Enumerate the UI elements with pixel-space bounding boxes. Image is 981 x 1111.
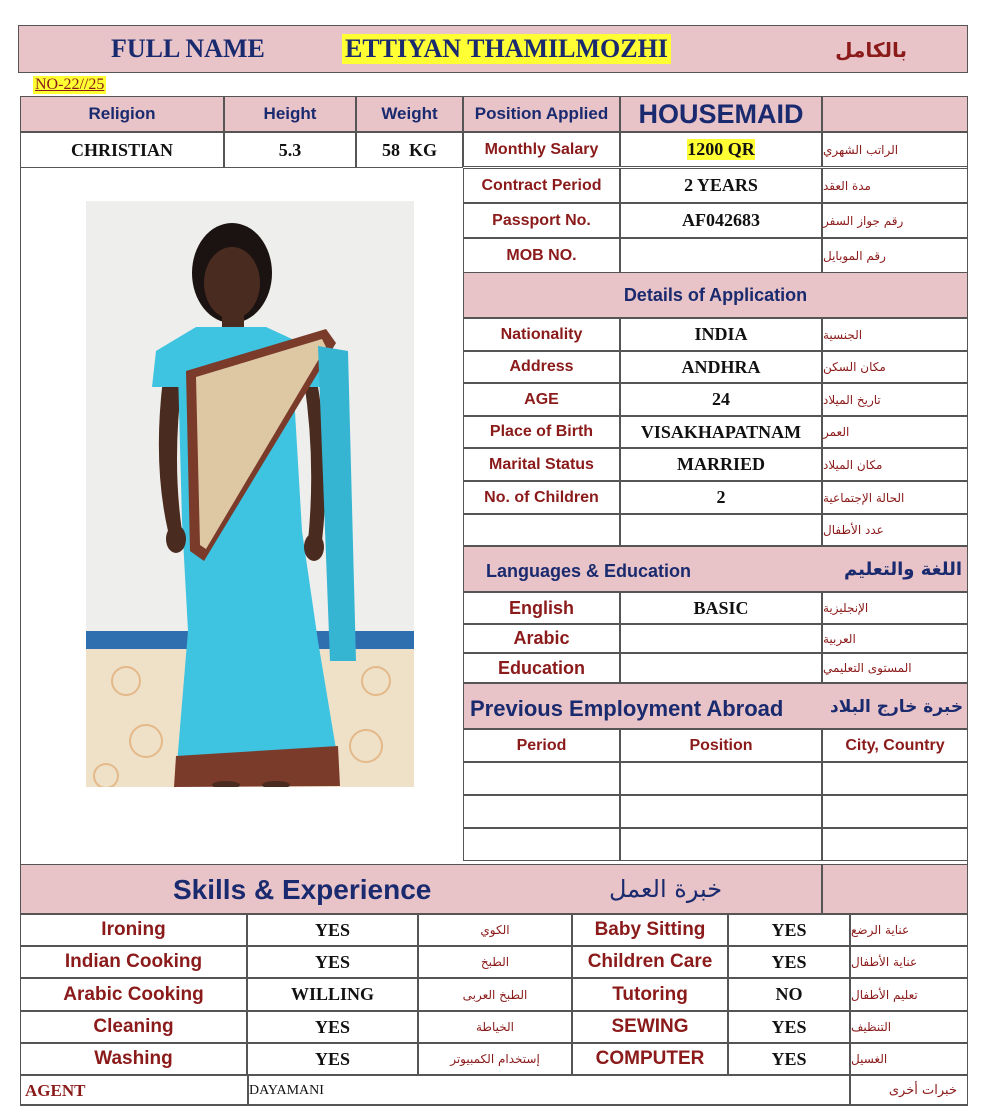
language-label: Education: [463, 653, 620, 683]
detail-arabic: تاريخ الميلاد: [822, 383, 968, 416]
skill-label: Children Care: [572, 946, 728, 978]
language-arabic: المستوى التعليمي: [822, 653, 968, 683]
skill-arabic: الخياطة: [418, 1011, 572, 1043]
detail-arabic: عدد الأطفال: [822, 514, 968, 546]
job-info-value: AF042683: [682, 210, 760, 230]
detail-label: Marital Status: [463, 448, 620, 481]
height-label: Height: [224, 96, 356, 132]
skill-arabic: عناية الرضع: [850, 914, 968, 946]
full-name-header: [18, 25, 968, 73]
skill-arabic: عناية الأطفال: [850, 946, 968, 978]
skills-experience-header: [20, 864, 822, 914]
skill-arabic: الكوي: [418, 914, 572, 946]
employment-header-city-country: City, Country: [822, 729, 968, 762]
skill-label: Ironing: [20, 914, 247, 946]
skill-value: YES: [247, 914, 418, 946]
detail-value: VISAKHAPATNAM: [620, 416, 822, 448]
job-info-label: MOB NO.: [463, 238, 620, 273]
job-info-label: Contract Period: [463, 168, 620, 203]
language-arabic: الإنجليزية: [822, 592, 968, 624]
reference-number: NO-22//25: [35, 76, 105, 93]
employment-city-cell: [822, 795, 968, 828]
detail-value: INDIA: [620, 318, 822, 351]
detail-arabic: مكان السكن: [822, 351, 968, 383]
skill-value: YES: [247, 946, 418, 978]
job-info-arabic: رقم جواز السفر: [822, 203, 968, 238]
position-applied-value: HOUSEMAID: [620, 96, 822, 132]
employment-position-cell: [620, 762, 822, 795]
skill-value: WILLING: [247, 978, 418, 1011]
skill-arabic: إستخدام الكمبيوتر: [418, 1043, 572, 1075]
job-info-label: Monthly Salary: [463, 132, 620, 167]
agent-label: AGENT: [25, 1081, 86, 1100]
job-info-value: 2 YEARS: [684, 175, 758, 195]
job-info-label: Passport No.: [463, 203, 620, 238]
detail-value: MARRIED: [620, 448, 822, 481]
detail-arabic: الجنسية: [822, 318, 968, 351]
employment-position-cell: [620, 828, 822, 861]
skill-arabic: الطبخ العربى: [418, 978, 572, 1011]
previous-employment-title: Previous Employment Abroad: [470, 696, 784, 721]
monthly-salary-value: 1200 QR: [687, 139, 755, 159]
employment-city-cell: [822, 828, 968, 861]
skill-label: Indian Cooking: [20, 946, 247, 978]
full-name-value: ETTIYAN THAMILMOZHI: [342, 34, 671, 64]
detail-value: ANDHRA: [620, 351, 822, 383]
skill-label: Tutoring: [572, 978, 728, 1011]
agent-arabic: خبرات أخرى: [888, 1083, 957, 1098]
position-arabic-cell: [822, 96, 968, 132]
job-info-value-cell: [620, 168, 822, 203]
previous-employment-header: [463, 683, 968, 729]
skills-experience-title-arabic: خبرة العمل: [609, 875, 723, 903]
language-label: English: [463, 592, 620, 624]
height-value: 5.3: [224, 132, 356, 168]
skill-value: YES: [728, 1011, 850, 1043]
skill-arabic: الطبخ: [418, 946, 572, 978]
job-info-arabic: رقم الموبايل: [822, 238, 968, 273]
skill-arabic: تعليم الأطفال: [850, 978, 968, 1011]
skill-label: Cleaning: [20, 1011, 247, 1043]
language-label: Arabic: [463, 624, 620, 653]
detail-label: AGE: [463, 383, 620, 416]
employment-header-position: Position: [620, 729, 822, 762]
job-info-value-cell: [620, 132, 822, 167]
detail-arabic: الحالة الإجتماعية: [822, 481, 968, 514]
detail-label: Nationality: [463, 318, 620, 351]
skill-value: YES: [728, 946, 850, 978]
job-info-arabic: مدة العقد: [822, 168, 968, 203]
detail-label: Address: [463, 351, 620, 383]
languages-education-header: [463, 546, 968, 592]
language-value: [620, 624, 822, 653]
previous-employment-title-arabic: خبرة خارج البلاد: [830, 697, 964, 717]
job-info-arabic: الراتب الشهري: [822, 132, 968, 167]
detail-arabic: العمر: [822, 416, 968, 448]
skill-label: COMPUTER: [572, 1043, 728, 1075]
religion-label: Religion: [20, 96, 224, 132]
religion-value: CHRISTIAN: [20, 132, 224, 168]
skills-experience-title: Skills & Experience: [173, 874, 432, 905]
full-name-arabic: بالكامل: [835, 38, 907, 62]
skill-label: Arabic Cooking: [20, 978, 247, 1011]
languages-education-title: Languages & Education: [486, 561, 692, 581]
candidate-photo: [86, 201, 414, 787]
employment-city-cell: [822, 762, 968, 795]
skills-header-blank-cell: [822, 864, 968, 914]
employment-period-cell: [463, 828, 620, 861]
detail-arabic: مكان الميلاد: [822, 448, 968, 481]
agent-value-cell: [248, 1075, 850, 1105]
skill-value: NO: [728, 978, 850, 1011]
details-of-application-header: Details of Application: [463, 272, 968, 318]
skill-label: Baby Sitting: [572, 914, 728, 946]
detail-label: [463, 514, 620, 546]
employment-period-cell: [463, 795, 620, 828]
language-value: [620, 653, 822, 683]
detail-label: Place of Birth: [463, 416, 620, 448]
position-applied-label: Position Applied: [463, 96, 620, 132]
agent-value: DAYAMANI: [249, 1083, 324, 1098]
skill-value: YES: [728, 1043, 850, 1075]
skill-label: Washing: [20, 1043, 247, 1075]
skill-value: YES: [728, 914, 850, 946]
agent-label-cell: [20, 1075, 248, 1105]
detail-value: 2: [620, 481, 822, 514]
job-info-value-cell: [620, 238, 822, 273]
language-value: BASIC: [620, 592, 822, 624]
skill-value: YES: [247, 1011, 418, 1043]
detail-value: 24: [620, 383, 822, 416]
job-info-value-cell: [620, 203, 822, 238]
skill-arabic: التنظيف: [850, 1011, 968, 1043]
skill-arabic: الغسيل: [850, 1043, 968, 1075]
detail-label: No. of Children: [463, 481, 620, 514]
agent-arabic-cell: [850, 1075, 968, 1105]
language-arabic: العربية: [822, 624, 968, 653]
detail-value: [620, 514, 822, 546]
languages-education-title-arabic: اللغة والتعليم: [844, 559, 963, 580]
employment-position-cell: [620, 795, 822, 828]
weight-label: Weight: [356, 96, 463, 132]
full-name-label: FULL NAME: [111, 34, 265, 63]
weight-value: 58 KG: [356, 132, 463, 168]
employment-header-period: Period: [463, 729, 620, 762]
employment-period-cell: [463, 762, 620, 795]
skill-label: SEWING: [572, 1011, 728, 1043]
skill-value: YES: [247, 1043, 418, 1075]
